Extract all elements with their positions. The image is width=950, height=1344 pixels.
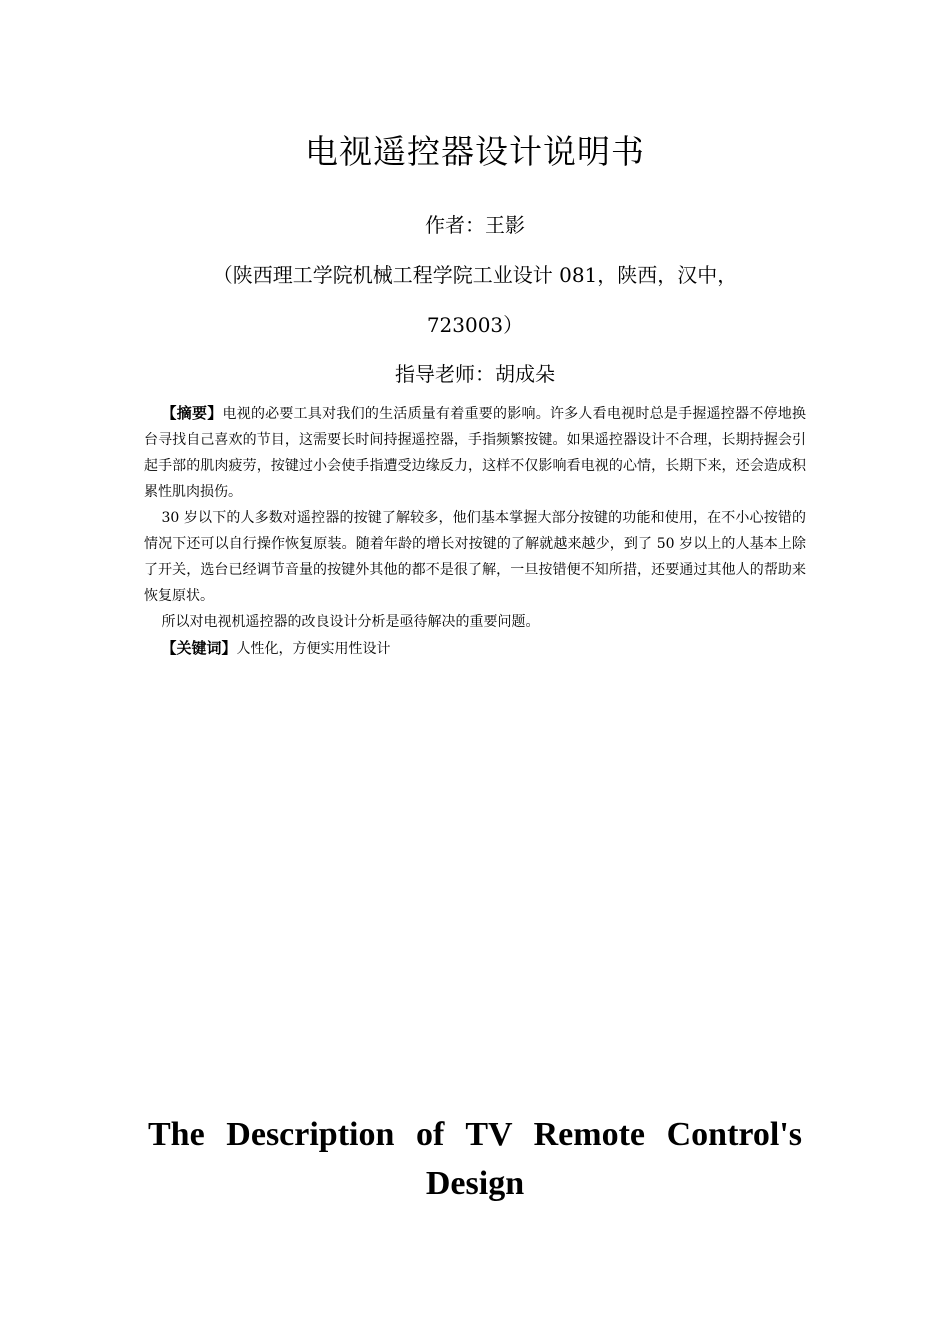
affiliation-line-1: （陕西理工学院机械工程学院工业设计 081，陕西，汉中， — [212, 263, 738, 287]
abstract-text-1: 电视的必要工具对我们的生活质量有着重要的影响。许多人看电视时总是手握遥控器不停地换台寻找自己喜欢的节目，这需要长时间持握遥控器，手指频繁按键。如果遥控器设计不合理，长期持握会引起手部的肌肉疲劳，按键过小会使手指遭受边缘反力，这样不仅影响看电视的心情，长期下来，还会造成积累性肌肉损伤。 — [144, 406, 806, 500]
abstract-label: 【摘要】 — [161, 404, 223, 422]
abstract-section — [144, 400, 806, 662]
english-title: The Description of TV Remote Control's Design — [148, 1116, 802, 1202]
abstract-paragraph-2: 30 岁以下的人多数对遥控器的按键了解较多，他们基本掌握大部分按键的功能和使用，在不小心按错的情况下还可以自行操作恢复原装。随着年龄的增长对按键的了解就越来越少，到了 50 岁以上的人基本上除了开关，选台已经调节音量的按键外其他的都不是很了解，一旦按错便不知所措，还要通过其他人的帮助来恢复原状。 — [144, 510, 806, 604]
author-line: 作者：王影 — [425, 213, 525, 237]
keywords-paragraph — [144, 635, 806, 662]
affiliation-line-2: 723003） — [426, 313, 524, 337]
keywords-label: 【关键词】 — [161, 639, 237, 657]
paper-title: 电视遥控器设计说明书 — [305, 132, 645, 171]
abstract-paragraph-1 — [144, 400, 806, 505]
keywords-text: 人性化，方便实用性设计 — [236, 641, 391, 657]
advisor-line: 指导老师：胡成朵 — [395, 362, 555, 386]
abstract-paragraph-3: 所以对电视机遥控器的改良设计分析是亟待解决的重要问题。 — [161, 614, 540, 630]
